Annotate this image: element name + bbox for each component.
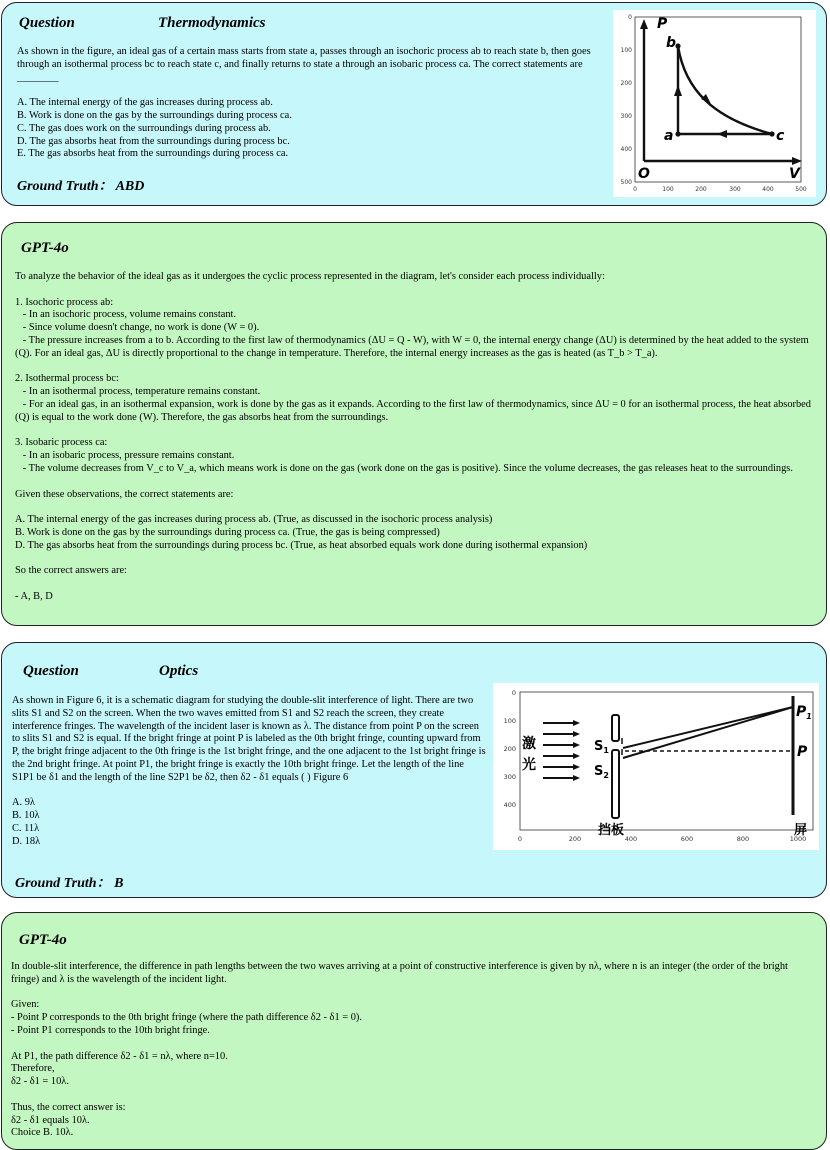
- barrier-label: 挡板: [598, 823, 625, 838]
- question-text: [17, 46, 602, 161]
- answer-line: δ2 - δ1 equals 10λ.: [11, 1114, 90, 1126]
- state-b-point: [675, 43, 680, 48]
- blank-line: [15, 361, 815, 374]
- laser-arrowheads-icon: [573, 720, 580, 781]
- process-ca-arrow-icon: [717, 130, 727, 138]
- option-d: D. The gas absorbs heat from the surroundings during process bc.: [17, 135, 290, 147]
- blank-line: [15, 501, 815, 514]
- option-a: A. The internal energy of the gas increases during process ab.: [17, 97, 273, 109]
- answer-line: D. The gas absorbs heat from the surroundings during process bc. (True, as heat absorbed equals work done during isothermal expansion): [15, 539, 588, 551]
- answer-line: - For an ideal gas, in an isothermal expansion, work is done by the gas as it expands. According to the first law of thermodynamics, since ΔU = 0 for an isothermal process, the heat absorbed (Q) is equal to the work done (W). Therefore, the gas absorbs heat from the surroundings.: [15, 398, 814, 423]
- p1-letter: P: [796, 704, 807, 720]
- blank-line: [15, 284, 815, 297]
- state-a-point: [675, 131, 680, 136]
- s1-subscript: 1: [603, 746, 609, 755]
- s1-label: [594, 739, 609, 755]
- laser-label-char-2: 光: [522, 757, 536, 773]
- s2-label: [594, 764, 609, 780]
- question-card-optics: [1, 642, 827, 898]
- process-bc: [678, 46, 772, 134]
- answer-line: - Point P corresponds to the 0th bright fringe (where the path difference δ2 - δ1 = 0).: [11, 1012, 362, 1024]
- p-label: P: [797, 744, 808, 760]
- laser-label-char-1: 激: [522, 736, 536, 752]
- pv-diagram: [613, 10, 816, 197]
- option-c: C. 11λ: [12, 822, 40, 834]
- y-tick: 400: [503, 801, 516, 809]
- x-tick: 600: [680, 835, 694, 843]
- option-c: C. The gas does work on the surroundings during process ab.: [17, 122, 271, 134]
- x-tick: 400: [762, 186, 774, 193]
- plot-frame: [635, 17, 801, 182]
- x-tick: 800: [736, 835, 750, 843]
- x-tick: 0: [517, 835, 523, 843]
- answer-text: [15, 271, 815, 604]
- x-tick: 200: [695, 186, 707, 193]
- option-b: B. 10λ: [12, 810, 40, 822]
- answer-card-optics: [1, 912, 827, 1150]
- answer-line: - In an isochoric process, volume remains constant.: [15, 309, 237, 321]
- state-c-point: [769, 131, 774, 136]
- ground-truth: [15, 872, 123, 892]
- ground-truth-value: B: [114, 876, 124, 891]
- ground-truth: [17, 175, 144, 195]
- y-tick: 200: [503, 745, 516, 753]
- answer-line: - Point P1 corresponds to the 10th bright fringe.: [11, 1024, 210, 1036]
- answer-card-thermodynamics: [1, 222, 827, 626]
- barrier-lower: [612, 750, 619, 818]
- state-a-label: a: [664, 128, 674, 144]
- double-slit-diagram: [493, 683, 819, 850]
- y-tick: 100: [503, 717, 516, 725]
- answer-line: δ2 - δ1 = 10λ.: [11, 1076, 69, 1088]
- p-axis-arrow-icon: [640, 19, 648, 29]
- answer-line: A. The internal energy of the gas increases during process ab. (True, as discussed in the isochoric process analysis): [15, 514, 493, 526]
- pv-diagram-svg: [613, 10, 816, 197]
- y-tick: 200: [620, 80, 632, 87]
- s2-subscript: 2: [603, 771, 609, 780]
- y-tick: 0: [628, 14, 632, 21]
- y-tick: 500: [620, 179, 632, 186]
- x-tick: 400: [624, 835, 638, 843]
- answer-line: - A, B, D: [15, 590, 53, 602]
- s1-letter: S: [594, 739, 604, 754]
- v-label: V: [789, 166, 800, 182]
- x-tick: 500: [795, 186, 807, 193]
- laser-beam-arrows: [543, 723, 575, 778]
- answer-line: - Since volume doesn't change, no work is done (W = 0).: [15, 322, 260, 334]
- state-b-label: b: [666, 35, 677, 51]
- p-label: P: [657, 16, 668, 32]
- answer-line: 1. Isochoric process ab:: [15, 296, 114, 308]
- x-tick: 0: [633, 186, 637, 193]
- blank-line: [15, 476, 815, 489]
- process-ab-arrow-icon: [674, 85, 682, 96]
- answer-line: Choice B. 10λ.: [11, 1127, 74, 1139]
- option-a: A. 9λ: [12, 797, 35, 809]
- x-tick: 200: [568, 835, 582, 843]
- question-body: As shown in the figure, an ideal gas of a certain mass starts from state a, passes through an isochoric process ab to reach state b, then goes through an isothermal process bc to reach state c, and finally returns to state a through an isobaric process ca. The correct statements are ________: [17, 46, 591, 83]
- question-card-thermodynamics: [1, 2, 827, 206]
- double-slit-svg: [493, 683, 819, 850]
- blank-line: [15, 425, 815, 438]
- answer-line: Given:: [11, 999, 40, 1011]
- y-tick: 300: [620, 113, 632, 120]
- answer-line: - In an isobaric process, pressure remains constant.: [15, 450, 235, 462]
- option-b: B. Work is done on the gas by the surroundings during process ca.: [17, 109, 292, 121]
- answer-line: - The volume decreases from V_c to V_a, which means work is done on the gas (work done on the gas is positive). Since the volume decreases, the gas releases heat to the surroundings.: [15, 462, 793, 474]
- answer-line: Given these observations, the correct statements are:: [15, 488, 234, 500]
- answer-line: Thus, the correct answer is:: [11, 1101, 126, 1113]
- blank-line: [15, 578, 815, 591]
- answer-line: - The pressure increases from a to b. According to the first law of thermodynamics (ΔU = Q - W), with W = 0, the internal energy change (ΔU) is determined by the heat added to the system (Q). For an ideal gas, ΔU is directly proportional to the change in temperature. Therefore, the internal energy increases as the gas is heated (as T_b > T_a).: [15, 334, 812, 359]
- y-tick: 400: [620, 146, 632, 153]
- ground-truth-label: Ground Truth：: [17, 179, 113, 194]
- answer-line: At P1, the path difference δ2 - δ1 = nλ, where n=10.: [11, 1050, 228, 1062]
- p1-subscript: 1: [806, 712, 812, 721]
- answer-line: B. Work is done on the gas by the surroundings during process ca. (True, the gas is being compressed): [15, 526, 440, 538]
- answer-line: 2. Isothermal process bc:: [15, 373, 119, 385]
- model-label: GPT-4o: [21, 240, 69, 256]
- answer-text: [11, 961, 815, 1140]
- model-label: GPT-4o: [19, 932, 67, 948]
- screen-label: 屏: [794, 823, 808, 838]
- ground-truth-label: Ground Truth：: [15, 876, 111, 891]
- subject-label: Thermodynamics: [158, 15, 266, 31]
- state-c-label: c: [776, 128, 785, 144]
- answer-line: Therefore,: [11, 1063, 55, 1075]
- question-label: Question: [23, 663, 79, 679]
- y-tick: 300: [503, 773, 516, 781]
- ground-truth-value: ABD: [115, 179, 145, 194]
- p1-label: [796, 704, 812, 721]
- blank-line: [11, 987, 815, 1000]
- x-tick: 300: [729, 186, 741, 193]
- question-body: As shown in Figure 6, it is a schematic diagram for studying the double-slit interference of light. There are two slits S1 and S2 on the screen. When the two waves emitted from S1 and S2 reach the screen, they create interference fringes. The wavelength of the incident laser is known as λ. The distance from point P on the screen to slits S1 and S2 is equal. If the bright fringe at point P is labeled as the 0th bright fringe, counting upward from P, the bright fringe adjacent to the 0th fringe is the 1st bright fringe, and the one adjacent to the 1st bright fringe is the 2nd bright fringe. At point P1, the bright fringe is exactly the 10th bright fringe. Let the length of the line S1P1 be δ1 and the length of the line S2P1 be δ2, then δ2 - δ1 equals ( ) Figure 6: [12, 695, 486, 783]
- barrier-upper: [612, 715, 619, 741]
- question-label: Question: [19, 15, 75, 31]
- blank-line: [11, 1089, 815, 1102]
- answer-line: To analyze the behavior of the ideal gas as it undergoes the cyclic process represented in the diagram, let's consider each process individually:: [15, 271, 605, 282]
- x-tick: 100: [662, 186, 674, 193]
- x-tick: 1000: [789, 835, 807, 843]
- answer-line: So the correct answers are:: [15, 565, 127, 577]
- y-tick: 100: [620, 47, 632, 54]
- v-axis-arrow-icon: [792, 157, 802, 165]
- option-d: D. 18λ: [12, 835, 41, 847]
- ray-s1-p1: [623, 707, 793, 748]
- subject-label: Optics: [159, 663, 199, 679]
- answer-line: In double-slit interference, the difference in path lengths between the two waves arriving at a point of constructive interference is given by nλ, where n is an integer (the order of the bright fringe) and λ is the wavelength of the incident light.: [11, 961, 791, 985]
- option-e: E. The gas absorbs heat from the surroundings during process ca.: [17, 148, 289, 160]
- y-tick: 0: [511, 689, 516, 697]
- question-text: [12, 695, 488, 849]
- blank-line: [15, 553, 815, 566]
- origin-label: O: [638, 166, 650, 182]
- s2-letter: S: [594, 764, 604, 779]
- answer-line: 3. Isobaric process ca:: [15, 437, 108, 449]
- blank-line: [11, 1038, 815, 1051]
- answer-line: - In an isothermal process, temperature remains constant.: [15, 386, 261, 398]
